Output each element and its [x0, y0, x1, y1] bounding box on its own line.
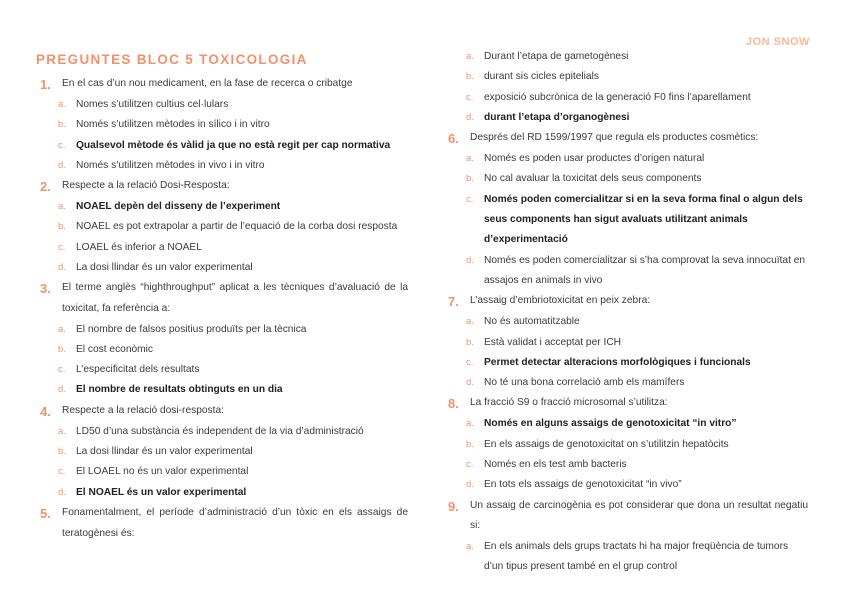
- option-6b: [448, 169, 808, 189]
- option-letter: b.: [466, 336, 474, 348]
- option-letter: c.: [58, 466, 66, 478]
- option-text: LD50 d’una substància és independent de la via d’administració: [76, 425, 364, 437]
- question-text: L’assaig d’embriotoxicitat en peix zebra:: [470, 295, 651, 307]
- option-7d: [448, 373, 808, 393]
- option-2d: [40, 258, 408, 278]
- option-letter: c.: [466, 356, 474, 368]
- option-text: En els assaigs de genotoxicitat on s’utilitzin hepatòcits: [484, 438, 729, 450]
- option-text: La dosi llindar és un valor experimental: [76, 446, 253, 458]
- option-letter: a.: [466, 153, 474, 165]
- option-text: Nomes s’utilitzen cultius cel·lulars: [76, 99, 229, 110]
- option-text: NOAEL depèn del disseny de l’experiment: [76, 201, 281, 213]
- option-text: En tots els assaigs de genotoxicitat “in vivo”: [484, 479, 682, 491]
- option-text: Només s’utilitzen mètodes in sílico i in vitro: [76, 119, 270, 131]
- option-2b: [40, 217, 408, 237]
- option-letter: a.: [466, 418, 474, 430]
- question-number: 7.: [448, 294, 459, 310]
- option-text: Està validat i acceptat per ICH: [484, 336, 622, 348]
- option-4b: [40, 442, 408, 462]
- option-letter: a.: [466, 540, 474, 552]
- option-7a: [448, 312, 808, 332]
- option-letter: c.: [58, 139, 66, 151]
- option-text: Permet detectar alteracions morfològiques i funcionals: [484, 356, 751, 368]
- option-6d: [448, 251, 808, 292]
- question-9: [448, 496, 808, 537]
- option-8b: [448, 435, 808, 455]
- option-text: durant l’etapa d’organogènesi: [484, 111, 630, 123]
- option-text: No és automatitzable: [484, 316, 580, 328]
- option-letter: b.: [58, 221, 66, 233]
- option-3c: [40, 360, 408, 380]
- question-5: [40, 503, 408, 544]
- option-3d-correct: [40, 380, 408, 400]
- option-text: durant sis cicles epitelials: [484, 71, 599, 83]
- option-letter: a.: [58, 99, 66, 110]
- question-text: Un assaig de carcinogènia es pot considerar que dona un resultat negatiu si:: [470, 499, 808, 532]
- option-2a-correct: [40, 197, 408, 217]
- option-letter: c.: [466, 91, 474, 103]
- option-text: El nombre de resultats obtinguts en un dia: [76, 384, 283, 396]
- option-8d: [448, 475, 808, 495]
- option-1b: [40, 115, 408, 135]
- option-letter: b.: [466, 438, 474, 450]
- option-letter: c.: [466, 459, 474, 471]
- option-7c-correct: [448, 353, 808, 373]
- option-text: Només es poden comercialitzar si s’ha comprovat la seva innocuïtat en assajos en animals in vivo: [484, 254, 806, 286]
- question-number: 6.: [448, 131, 459, 147]
- question-number: 4.: [40, 403, 51, 419]
- option-text: Només en els test amb bacteris: [484, 459, 627, 471]
- option-text: Durant l’etapa de gametogènesi: [484, 51, 629, 62]
- option-1c-correct: [40, 136, 408, 156]
- option-letter: c.: [58, 364, 66, 376]
- option-1a: [40, 95, 408, 115]
- option-text: El NOAEL és un valor experimental: [76, 486, 247, 498]
- option-1d: [40, 156, 408, 176]
- question-number: 1.: [40, 77, 51, 92]
- option-7b: [448, 333, 808, 353]
- question-8: [448, 393, 808, 414]
- option-text: El cost econòmic: [76, 343, 154, 355]
- question-number: 3.: [40, 281, 51, 297]
- option-4d-correct: [40, 483, 408, 503]
- question-1: [40, 74, 408, 95]
- option-text: Només s’utilitzen mètodes in vivo i in vitro: [76, 159, 265, 171]
- option-text: Només es poden usar productes d’origen natural: [484, 153, 705, 165]
- option-5d-correct: [448, 108, 808, 128]
- option-5b: [448, 67, 808, 87]
- question-number: 8.: [448, 396, 459, 412]
- option-letter: d.: [466, 111, 474, 123]
- option-letter: d.: [58, 384, 66, 396]
- option-6c-correct: [448, 190, 808, 251]
- option-5c: [448, 88, 808, 108]
- option-text: En els animals dels grups tractats hi ha major freqüència de tumors d’un tipus present també en el grup control: [484, 540, 789, 573]
- option-letter: b.: [466, 71, 474, 83]
- question-4: [40, 401, 408, 422]
- option-3b: [40, 340, 408, 360]
- question-text: Respecte a la relació dosi-resposta:: [62, 404, 224, 416]
- option-text: No té una bona correlació amb els mamífers: [484, 377, 685, 389]
- option-letter: a.: [58, 425, 66, 437]
- option-text: El nombre de falsos positius produïts per la tècnica: [76, 323, 307, 335]
- question-number: 9.: [448, 498, 459, 514]
- option-text: Qualsevol mètode és vàlid ja que no està regit per cap normativa: [76, 139, 391, 151]
- question-text: En el cas d’un nou medicament, en la fase de recerca o cribatge: [62, 78, 353, 89]
- option-text: exposició subcrònica de la generació F0 fins l’aparellament: [484, 91, 751, 103]
- option-6a: [448, 149, 808, 169]
- option-text: LOAEL és inferior a NOAEL: [76, 241, 202, 253]
- option-letter: a.: [58, 323, 66, 335]
- question-text: Després del RD 1599/1997 que regula els productes cosmètics:: [470, 132, 759, 144]
- option-letter: b.: [58, 446, 66, 458]
- option-4a: [40, 422, 408, 442]
- option-letter: b.: [466, 173, 474, 185]
- option-letter: a.: [58, 201, 66, 213]
- option-text: Només poden comercialitzar si en la seva forma final o algun dels seus components han sigut avaluats utilitzant animals d’experimentació: [484, 193, 803, 246]
- author-header: JON SNOW: [746, 36, 810, 48]
- option-text: No cal avaluar la toxicitat dels seus components: [484, 173, 702, 185]
- option-letter: a.: [466, 316, 474, 328]
- option-text: La dosi llindar és un valor experimental: [76, 262, 253, 274]
- option-letter: d.: [466, 479, 474, 491]
- question-text: Fonamentalment, el període d’administració d’un tòxic en els assaigs de teratogènesi és:: [62, 506, 408, 539]
- option-letter: d.: [466, 377, 474, 389]
- option-letter: c.: [58, 241, 66, 253]
- option-4c: [40, 462, 408, 482]
- option-2c: [40, 238, 408, 258]
- question-7: [448, 291, 808, 312]
- option-text: El LOAEL no és un valor experimental: [76, 466, 249, 478]
- option-text: L’especificitat dels resultats: [76, 364, 200, 376]
- question-number: 2.: [40, 179, 51, 195]
- page-title: PREGUNTES BLOC 5 TOXICOLOGIA: [36, 52, 308, 67]
- left-column: [40, 74, 408, 544]
- option-letter: d.: [58, 262, 66, 274]
- option-letter: d.: [58, 486, 66, 498]
- question-text: La fracció S9 o fracció microsomal s’utilitza:: [470, 397, 668, 409]
- question-6: [448, 128, 808, 149]
- option-letter: d.: [466, 254, 474, 266]
- question-text: Respecte a la relació Dosi-Resposta:: [62, 180, 230, 192]
- option-5a: [448, 47, 808, 67]
- option-9a: [448, 537, 808, 578]
- option-text: Només en alguns assaigs de genotoxicitat “in vitro”: [484, 418, 737, 430]
- option-letter: b.: [58, 119, 66, 131]
- option-letter: a.: [466, 51, 474, 62]
- question-text: El terme anglès “highthroughput” aplicat a les tècniques d’avaluació de la toxicitat, fa referència a:: [62, 282, 408, 314]
- option-letter: d.: [58, 159, 66, 171]
- option-8c: [448, 455, 808, 475]
- question-3: [40, 278, 408, 319]
- option-letter: c.: [466, 193, 474, 205]
- question-2: [40, 176, 408, 197]
- option-3a: [40, 320, 408, 340]
- option-text: NOAEL es pot extrapolar a partir de l’equació de la corba dosi resposta: [76, 221, 398, 233]
- right-column: [448, 47, 808, 577]
- option-8a-correct: [448, 414, 808, 434]
- question-number: 5.: [40, 505, 51, 521]
- option-letter: b.: [58, 343, 66, 355]
